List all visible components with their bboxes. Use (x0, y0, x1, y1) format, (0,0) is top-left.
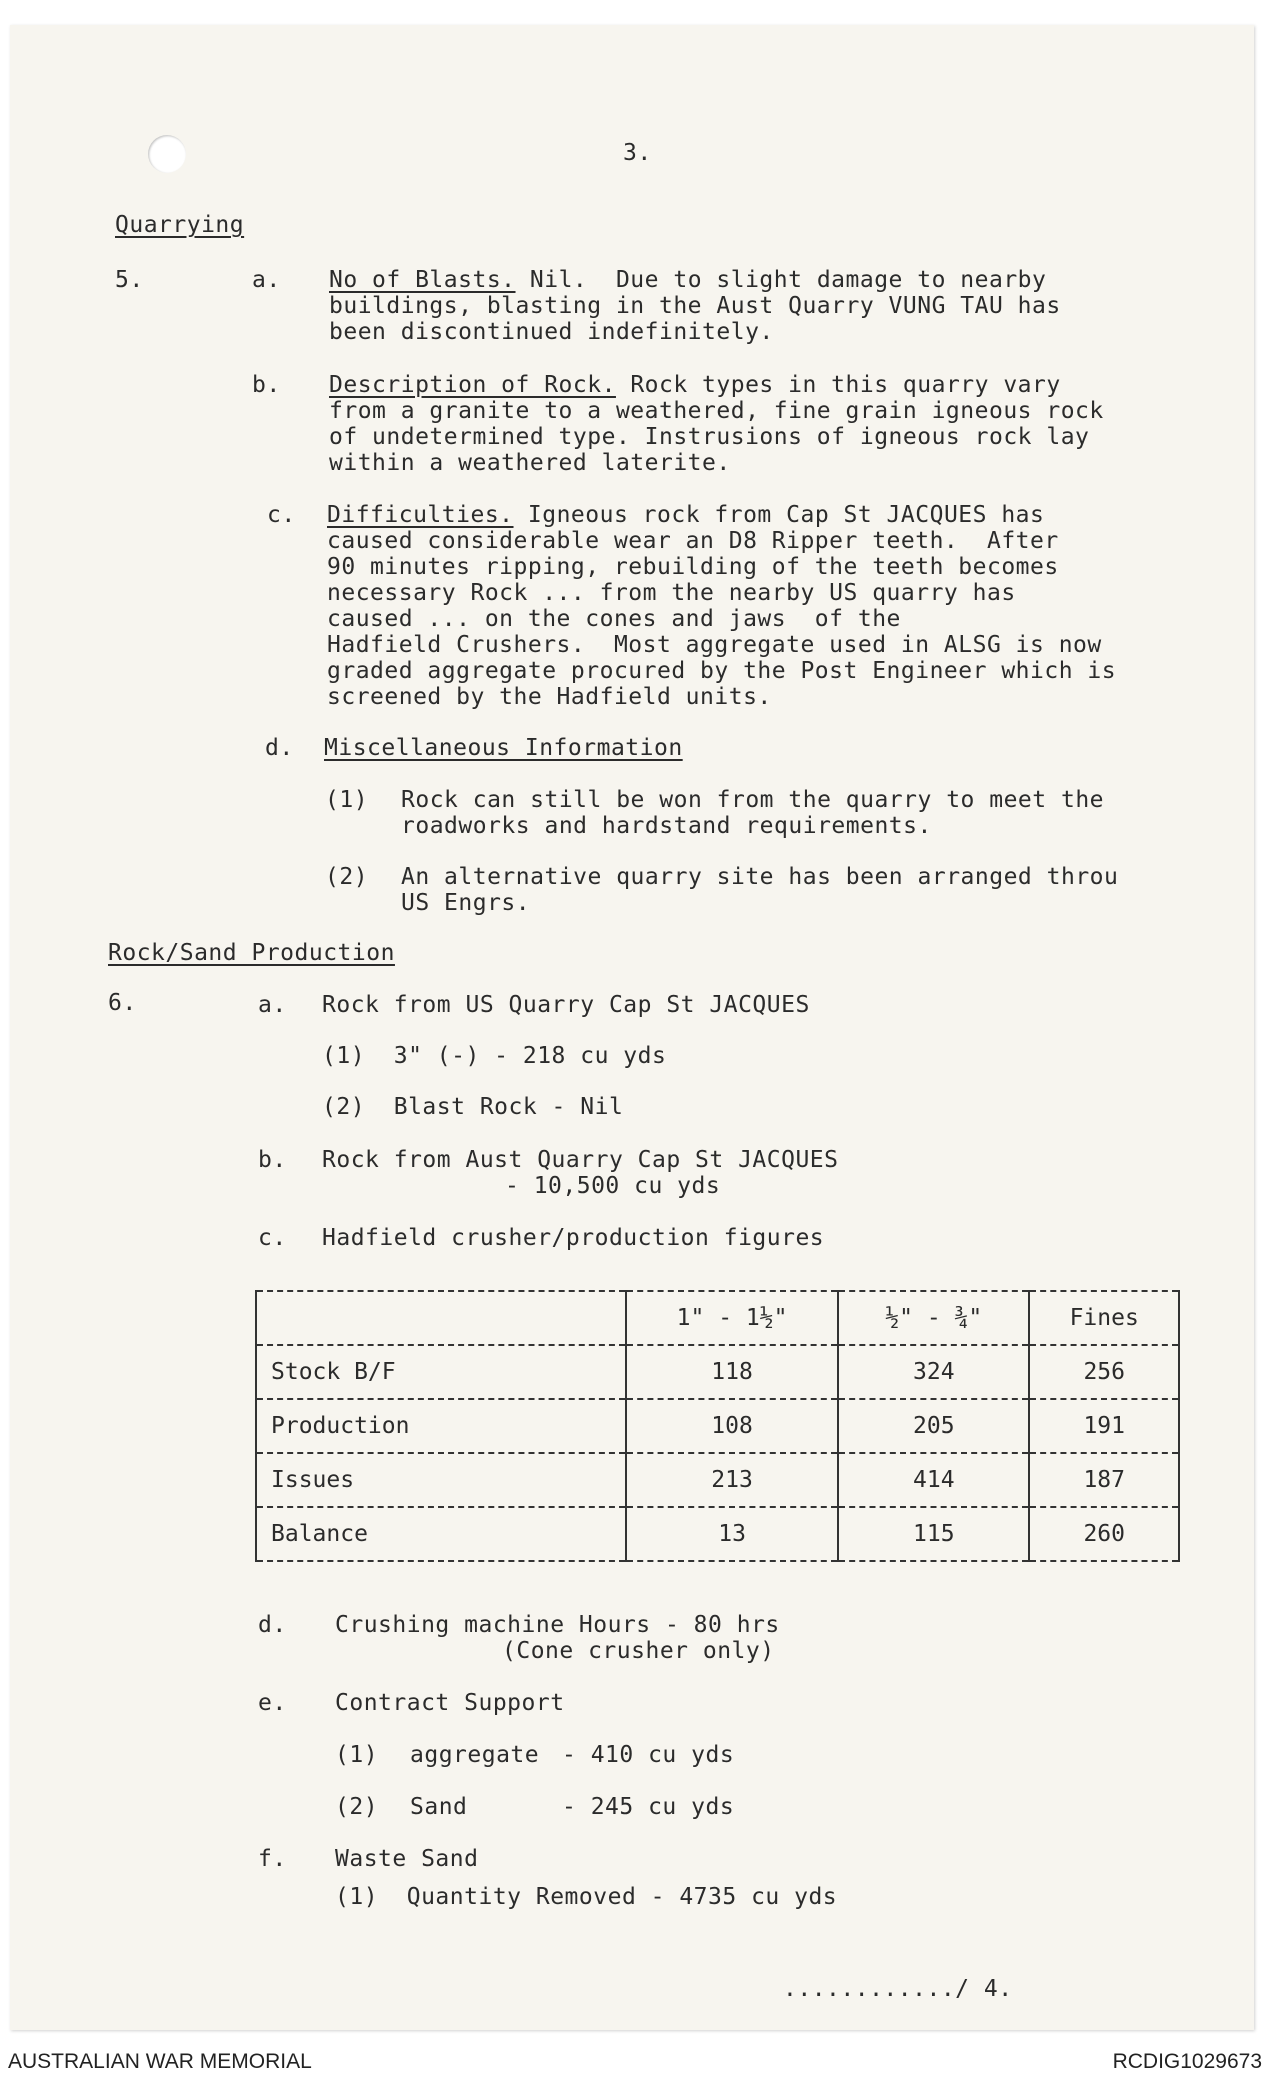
table-cell: 260 (1029, 1507, 1179, 1561)
item-5b-line: from a granite to a weathered, fine grain igneous rock (329, 398, 1104, 424)
sub-item-label: aggregate (410, 1742, 540, 1768)
item-letter-5c: c. (267, 502, 296, 528)
table-row (256, 1399, 1179, 1453)
item-letter-6e: e. (258, 1690, 287, 1716)
item-letter-6a: a. (258, 992, 287, 1018)
table-cell: 213 (626, 1453, 838, 1507)
item-5c-line: Hadfield Crushers. Most aggregate used in ALSG is now (327, 632, 1102, 658)
table-row-label: Balance (256, 1507, 626, 1561)
item-5c-line: screened by the Hadfield units. (327, 684, 772, 710)
page-number: 3. (623, 140, 652, 166)
item-6b-line: - 10,500 cu yds (505, 1173, 721, 1199)
item-6e-text: Contract Support (335, 1690, 565, 1716)
item-5b-title: Description of Rock. Rock types in this quarry vary (329, 372, 1061, 398)
table-header-cell: 1" - 1½" (626, 1291, 838, 1345)
sub-item-label: Sand (410, 1794, 468, 1820)
table-cell: 256 (1029, 1345, 1179, 1399)
table-row-label: Issues (256, 1453, 626, 1507)
item-6b-line: Rock from Aust Quarry Cap St JACQUES (322, 1147, 839, 1173)
table-cell: 118 (626, 1345, 838, 1399)
section-heading-quarrying: Quarrying (115, 212, 245, 238)
item-letter-6d: d. (258, 1612, 287, 1638)
continuation-marker: ............/ 4. (783, 1976, 1013, 2002)
sub-item-number: (2) (335, 1794, 379, 1820)
item-letter-5a: a. (252, 267, 281, 293)
sub-item-line: An alternative quarry site has been arranged throu (401, 864, 1119, 890)
table-cell: 414 (838, 1453, 1029, 1507)
item-5a-title: No of Blasts. Nil. Due to slight damage to nearby (329, 267, 1047, 293)
table-row (256, 1345, 1179, 1399)
table-cell: 115 (838, 1507, 1029, 1561)
sub-item-line: Rock can still be won from the quarry to meet the (401, 787, 1105, 813)
item-letter-6f: f. (258, 1846, 287, 1872)
sub-item-number: (1) (335, 1742, 379, 1768)
item-6f-text: Waste Sand (335, 1846, 479, 1872)
table-cell: 191 (1029, 1399, 1179, 1453)
sub-item-line: (2) Blast Rock - Nil (322, 1094, 624, 1120)
sub-item-number: (2) (325, 864, 369, 890)
table-row (256, 1453, 1179, 1507)
item-5c-line: caused ... on the cones and jaws of the (327, 606, 901, 632)
item-5a-line: been discontinued indefinitely. (329, 319, 774, 345)
item-6d-line: (Cone crusher only) (502, 1638, 775, 1664)
item-5b-line: within a weathered laterite. (329, 450, 731, 476)
item-5c-line: necessary Rock ... from the nearby US quarry has (327, 580, 1016, 606)
production-table (255, 1290, 1180, 1562)
item-6d-line: Crushing machine Hours - 80 hrs (335, 1612, 780, 1638)
footer-source: AUSTRALIAN WAR MEMORIAL (8, 2050, 312, 2073)
item-6c-text: Hadfield crusher/production figures (322, 1225, 825, 1251)
item-5c-line: 90 minutes ripping, rebuilding of the teeth becomes (327, 554, 1059, 580)
table-cell: 108 (626, 1399, 838, 1453)
item-5a-line: buildings, blasting in the Aust Quarry VUNG TAU has (329, 293, 1061, 319)
table-cell: 205 (838, 1399, 1029, 1453)
sub-item-value: - 410 cu yds (562, 1742, 735, 1768)
item-letter-5d: d. (265, 735, 294, 761)
item-6a-text: Rock from US Quarry Cap St JACQUES (322, 992, 810, 1018)
sub-item-line: US Engrs. (401, 890, 531, 916)
punch-hole (148, 135, 186, 173)
section-number-5: 5. (115, 267, 144, 293)
table-row (256, 1507, 1179, 1561)
table-cell: 13 (626, 1507, 838, 1561)
table-row-label: Stock B/F (256, 1345, 626, 1399)
item-letter-6b: b. (258, 1147, 287, 1173)
table-cell: 187 (1029, 1453, 1179, 1507)
table-header-cell: Fines (1029, 1291, 1179, 1345)
item-5b-line: of undetermined type. Instrusions of igneous rock lay (329, 424, 1090, 450)
sub-item-value: - 245 cu yds (562, 1794, 735, 1820)
sub-item-line: roadworks and hardstand requirements. (401, 813, 932, 839)
table-header-cell: ½" - ¾" (838, 1291, 1029, 1345)
item-letter-6c: c. (258, 1225, 287, 1251)
section-heading-production: Rock/Sand Production (108, 940, 395, 966)
sub-item-number: (1) (325, 787, 369, 813)
footer-id: RCDIG1029673 (1112, 2050, 1262, 2073)
item-5d-title: Miscellaneous Information (324, 735, 683, 761)
sub-item-line: (1) 3" (-) - 218 cu yds (322, 1043, 667, 1069)
table-row-label: Production (256, 1399, 626, 1453)
table-cell: 324 (838, 1345, 1029, 1399)
item-5c-line: graded aggregate procured by the Post Engineer which is (327, 658, 1117, 684)
item-letter-5b: b. (252, 372, 281, 398)
sub-item-line: (1) Quantity Removed - 4735 cu yds (335, 1884, 838, 1910)
item-5c-title: Difficulties. Igneous rock from Cap St JACQUES has (327, 502, 1045, 528)
table-header-row (256, 1291, 1179, 1345)
table-header-cell (256, 1291, 626, 1345)
section-number-6: 6. (108, 990, 137, 1016)
item-5c-line: caused considerable wear an D8 Ripper teeth. After (327, 528, 1059, 554)
